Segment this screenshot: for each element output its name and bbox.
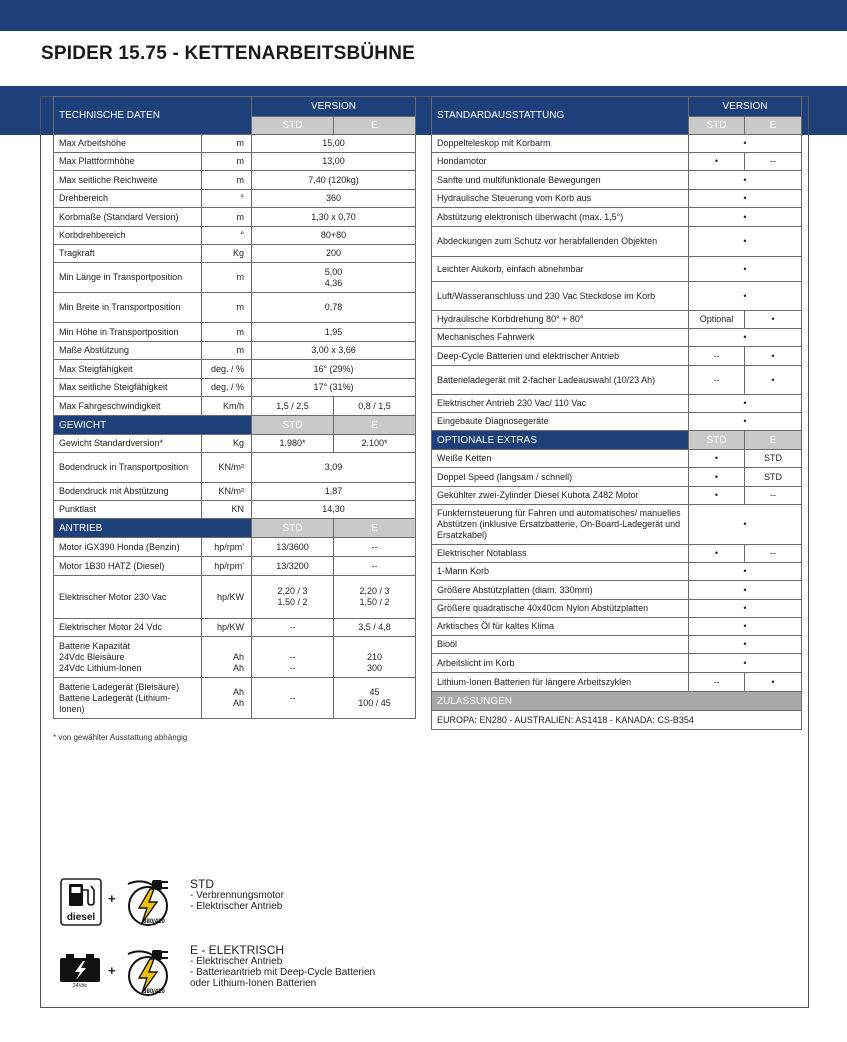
table-row bbox=[432, 468, 802, 487]
legend-std-text bbox=[190, 879, 284, 912]
row-value-std: -- bbox=[252, 678, 334, 719]
row-label: Hydraulische Korbdrehung 80° + 80° bbox=[432, 311, 689, 329]
row-label: Motor iGX390 Honda (Benzin) bbox=[54, 538, 202, 557]
row-label: Min Breite in Transportposition bbox=[54, 293, 202, 323]
table-row bbox=[432, 654, 802, 673]
section-row bbox=[54, 416, 416, 435]
table-row bbox=[54, 619, 416, 637]
row-label: Elektrischer Motor 24 Vdc bbox=[54, 619, 202, 637]
row-label: Max Fahrgeschwindigkeit bbox=[54, 397, 202, 416]
table-row bbox=[54, 171, 416, 190]
row-label: Funkfernsteuerung für Fahren und automatisches/ manuelles Abstützen (inklusive Ersatzbatterie, On-Board-Ladegerät und Ersatzkabel) bbox=[432, 505, 689, 545]
row-value: 5,00 4,36 bbox=[252, 263, 416, 293]
table-row bbox=[432, 450, 802, 468]
section-header: ZULASSUNGEN bbox=[432, 692, 802, 711]
row-value-e: -- bbox=[745, 487, 802, 505]
row-value-e: STD bbox=[745, 450, 802, 468]
row-label: Arbeitslicht im Korb bbox=[432, 654, 689, 673]
diesel-label: diesel bbox=[66, 912, 96, 923]
row-unit: Kg bbox=[202, 435, 252, 453]
table-row bbox=[432, 227, 802, 257]
legend-e-title: E - ELEKTRISCH bbox=[190, 943, 285, 957]
diesel-pump-icon bbox=[60, 878, 102, 926]
row-unit: KN bbox=[202, 501, 252, 519]
row-unit: hp/KW bbox=[202, 619, 252, 637]
table-row bbox=[432, 413, 802, 431]
row-value: • bbox=[689, 135, 802, 153]
table-row bbox=[432, 190, 802, 208]
table-row bbox=[54, 576, 416, 619]
electric-plug-icon bbox=[124, 946, 172, 998]
row-value: • bbox=[689, 413, 802, 431]
table-row bbox=[54, 190, 416, 208]
table-row bbox=[432, 329, 802, 347]
row-label: Motor 1B30 HATZ (Diesel) bbox=[54, 557, 202, 576]
row-value-e: 0,8 / 1,5 bbox=[334, 397, 416, 416]
row-label: Gewicht Standardversion* bbox=[54, 435, 202, 453]
header-row bbox=[432, 97, 802, 117]
row-value: • bbox=[689, 282, 802, 311]
row-label: Batterie Kapazität 24Vdc Bleisäure 24Vdc Lithium-Ionen bbox=[54, 637, 202, 678]
row-label: Punktlast bbox=[54, 501, 202, 519]
row-value-std: 13/3200 bbox=[252, 557, 334, 576]
row-value: • bbox=[689, 257, 802, 282]
row-label: Doppelteleskop mit Korbarm bbox=[432, 135, 689, 153]
battery-icon bbox=[58, 952, 104, 988]
row-label: Größere quadratische 40x40cm Nylon Abstützplatten bbox=[432, 600, 689, 618]
legend-e bbox=[58, 944, 438, 996]
row-value-e: -- bbox=[745, 545, 802, 563]
row-value-std: • bbox=[689, 450, 745, 468]
row-unit: m bbox=[202, 293, 252, 323]
row-label: Hondamotor bbox=[432, 153, 689, 171]
section-row bbox=[432, 431, 802, 450]
row-unit: hp/KW bbox=[202, 576, 252, 619]
table-row bbox=[54, 135, 416, 153]
row-value-std: 1,5 / 2,5 bbox=[252, 397, 334, 416]
table-row bbox=[54, 435, 416, 453]
row-label: Maße Abstützung bbox=[54, 342, 202, 360]
row-value: 80+80 bbox=[252, 227, 416, 245]
row-label: Luft/Wasseranschluss und 230 Vac Steckdose im Korb bbox=[432, 282, 689, 311]
std-column-header: STD bbox=[689, 431, 745, 450]
row-unit: deg. / % bbox=[202, 379, 252, 397]
row-value: • bbox=[689, 395, 802, 413]
table-row bbox=[54, 637, 416, 678]
voltage-label: 380/410 bbox=[143, 919, 165, 925]
row-value-e: STD bbox=[745, 468, 802, 487]
row-label: Max seitliche Steigfähigkeit bbox=[54, 379, 202, 397]
row-unit: m bbox=[202, 153, 252, 171]
row-unit: m bbox=[202, 323, 252, 342]
row-value-e: 3,5 / 4,8 bbox=[334, 619, 416, 637]
row-unit: deg. / % bbox=[202, 360, 252, 379]
legend-e-line: - Elektrischer Antrieb bbox=[190, 956, 283, 967]
row-label: Korbdrehbereich bbox=[54, 227, 202, 245]
row-label: Weiße Ketten bbox=[432, 450, 689, 468]
table-row bbox=[432, 153, 802, 171]
row-label: Batterieladegerät mit 2-facher Ladeauswahl (10/23 Ah) bbox=[432, 366, 689, 395]
std-column-header: STD bbox=[252, 117, 334, 135]
row-label: Hydraulische Steuerung vom Korb aus bbox=[432, 190, 689, 208]
table-row bbox=[54, 379, 416, 397]
page-title: SPIDER 15.75 - KETTENARBEITSBÜHNE bbox=[41, 43, 416, 64]
row-label: Elektrischer Antrieb 230 Vac/ 110 Vac bbox=[432, 395, 689, 413]
table-row bbox=[432, 636, 802, 654]
row-value: • bbox=[689, 654, 802, 673]
table-row bbox=[54, 153, 416, 171]
footnote: * von gewählter Ausstattung abhängig bbox=[53, 733, 188, 742]
row-label: Max Steigfähigkeit bbox=[54, 360, 202, 379]
legend-e-line: oder Lithium-Ionen Batterien bbox=[190, 978, 317, 989]
row-label: Bioöl bbox=[432, 636, 689, 654]
e-column-header: E bbox=[745, 117, 802, 135]
section-header: STANDARDAUSSTATTUNG bbox=[432, 97, 689, 135]
row-unit: ° bbox=[202, 190, 252, 208]
table-row bbox=[432, 600, 802, 618]
row-value: • bbox=[689, 636, 802, 654]
table-row bbox=[54, 453, 416, 483]
table-row bbox=[432, 395, 802, 413]
section-header: GEWICHT bbox=[54, 416, 252, 435]
row-value: • bbox=[689, 505, 802, 545]
table-row bbox=[432, 208, 802, 227]
row-label: Min Höhe in Transportposition bbox=[54, 323, 202, 342]
row-value-e: • bbox=[745, 311, 802, 329]
row-label: Sanfte und multifunktionale Bewegungen bbox=[432, 171, 689, 190]
row-value-e: 2.100* bbox=[334, 435, 416, 453]
row-label: Doppel Speed (langsam / schnell) bbox=[432, 468, 689, 487]
row-value-std: 1.980* bbox=[252, 435, 334, 453]
table-row bbox=[432, 545, 802, 563]
std-column-header: STD bbox=[252, 416, 334, 435]
row-label: Gekühlter zwei-Zylinder Diesel Kubota Z482 Motor bbox=[432, 487, 689, 505]
table-row bbox=[54, 323, 416, 342]
row-value: • bbox=[689, 171, 802, 190]
section-header: TECHNISCHE DATEN bbox=[54, 97, 252, 135]
table-row bbox=[432, 618, 802, 636]
table-row bbox=[54, 360, 416, 379]
version-header: VERSION bbox=[689, 97, 802, 117]
row-value-e: 210 300 bbox=[334, 637, 416, 678]
row-label: Max Plattformhöhe bbox=[54, 153, 202, 171]
row-value-std: -- bbox=[252, 619, 334, 637]
row-unit: Km/h bbox=[202, 397, 252, 416]
row-value: 16° (29%) bbox=[252, 360, 416, 379]
row-value-e: • bbox=[745, 366, 802, 395]
table-row bbox=[432, 673, 802, 692]
row-value-std: • bbox=[689, 545, 745, 563]
row-unit: hp/rpm' bbox=[202, 538, 252, 557]
row-value-std: • bbox=[689, 487, 745, 505]
row-unit: Ah Ah bbox=[202, 637, 252, 678]
row-label: Bodendruck mit Abstützung bbox=[54, 483, 202, 501]
top-bar bbox=[0, 0, 847, 31]
table-row bbox=[432, 171, 802, 190]
row-label: Min Länge in Transportposition bbox=[54, 263, 202, 293]
table-row bbox=[432, 347, 802, 366]
row-value: 15,00 bbox=[252, 135, 416, 153]
table-row bbox=[432, 257, 802, 282]
voltage-label: 380/410 bbox=[143, 989, 165, 995]
section-row bbox=[54, 519, 416, 538]
e-column-header: E bbox=[334, 416, 416, 435]
table-row bbox=[54, 483, 416, 501]
table-row bbox=[432, 135, 802, 153]
table-row bbox=[54, 538, 416, 557]
row-value: 1,95 bbox=[252, 323, 416, 342]
table-row bbox=[54, 678, 416, 719]
plus-sign: + bbox=[108, 963, 116, 978]
row-value: 13,00 bbox=[252, 153, 416, 171]
row-value-e: 2,20 / 3 1,50 / 2 bbox=[334, 576, 416, 619]
row-value: • bbox=[689, 618, 802, 636]
row-unit: m bbox=[202, 342, 252, 360]
std-column-header: STD bbox=[689, 117, 745, 135]
table-row bbox=[432, 505, 802, 545]
row-unit: m bbox=[202, 208, 252, 227]
table-row bbox=[432, 366, 802, 395]
row-label: Bodendruck in Transportposition bbox=[54, 453, 202, 483]
row-value: • bbox=[689, 581, 802, 600]
version-header: VERSION bbox=[252, 97, 416, 117]
table-row bbox=[54, 293, 416, 323]
row-value: 3,00 x 3,66 bbox=[252, 342, 416, 360]
row-value-std: -- bbox=[689, 673, 745, 692]
row-label: Max Arbeitshöhe bbox=[54, 135, 202, 153]
row-unit: KN/m² bbox=[202, 453, 252, 483]
table-row bbox=[432, 563, 802, 581]
row-unit: m bbox=[202, 171, 252, 190]
table-row bbox=[54, 227, 416, 245]
row-value-std: 2,20 / 3 1,50 / 2 bbox=[252, 576, 334, 619]
row-value: 360 bbox=[252, 190, 416, 208]
plus-sign: + bbox=[108, 891, 116, 906]
row-value: • bbox=[689, 208, 802, 227]
table-row bbox=[432, 282, 802, 311]
row-value-std: -- bbox=[689, 347, 745, 366]
legend-std bbox=[58, 876, 438, 928]
row-value-std: Optional bbox=[689, 311, 745, 329]
row-label: Abstützung elektronisch überwacht (max. 1,5°) bbox=[432, 208, 689, 227]
row-value-std: 13/3600 bbox=[252, 538, 334, 557]
row-label: Eingebaute Diagnosegeräte bbox=[432, 413, 689, 431]
legend-std-line: - Verbrennungsmotor bbox=[190, 890, 284, 901]
electric-plug-icon bbox=[124, 876, 172, 928]
legend-std-title: STD bbox=[190, 877, 214, 891]
row-value: • bbox=[689, 600, 802, 618]
row-value: 3,09 bbox=[252, 453, 416, 483]
row-unit: m bbox=[202, 263, 252, 293]
legend-e-line: - Batterieantrieb mit Deep-Cycle Batterien bbox=[190, 967, 376, 978]
row-value-std: • bbox=[689, 153, 745, 171]
e-column-header: E bbox=[334, 117, 416, 135]
section-header: ANTRIEB bbox=[54, 519, 252, 538]
section-row bbox=[432, 692, 802, 711]
row-value: • bbox=[689, 329, 802, 347]
legend-e-text bbox=[190, 945, 375, 989]
table-row bbox=[54, 245, 416, 263]
table-row bbox=[54, 208, 416, 227]
table-row bbox=[432, 487, 802, 505]
row-unit: Kg bbox=[202, 245, 252, 263]
row-unit: ° bbox=[202, 227, 252, 245]
legend-std-line: - Elektrischer Antrieb bbox=[190, 901, 283, 912]
row-label: Max seitliche Reichweite bbox=[54, 171, 202, 190]
row-value: • bbox=[689, 190, 802, 208]
row-label: Mechanisches Fahrwerk bbox=[432, 329, 689, 347]
row-unit: KN/m² bbox=[202, 483, 252, 501]
table-row bbox=[54, 263, 416, 293]
row-label: Arktisches Öl für kaltes Klima bbox=[432, 618, 689, 636]
row-label: Deep-Cycle Batterien und elektrischer Antrieb bbox=[432, 347, 689, 366]
row-label: Leichter Alukorb, einfach abnehmbar bbox=[432, 257, 689, 282]
row-label: 1-Mann Korb bbox=[432, 563, 689, 581]
row-value: 1,30 x 0,70 bbox=[252, 208, 416, 227]
row-value-e: • bbox=[745, 673, 802, 692]
row-label: Elektrischer Notablass bbox=[432, 545, 689, 563]
row-value: • bbox=[689, 563, 802, 581]
row-label: Abdeckungen zum Schutz vor herabfallenden Objekten bbox=[432, 227, 689, 257]
equipment-table bbox=[431, 96, 802, 730]
section-header: OPTIONALE EXTRAS bbox=[432, 431, 689, 450]
table-row bbox=[54, 501, 416, 519]
row-value: 17° (31%) bbox=[252, 379, 416, 397]
header-row bbox=[54, 97, 416, 117]
table-row bbox=[54, 557, 416, 576]
e-column-header: E bbox=[745, 431, 802, 450]
row-value-e: -- bbox=[745, 153, 802, 171]
row-label: Tragkraft bbox=[54, 245, 202, 263]
table-row bbox=[432, 581, 802, 600]
row-value-e: -- bbox=[334, 538, 416, 557]
e-column-header: E bbox=[334, 519, 416, 538]
table-row bbox=[432, 711, 802, 730]
battery-label: 24Vdc bbox=[72, 983, 88, 988]
row-value: 14,30 bbox=[252, 501, 416, 519]
row-value: • bbox=[689, 227, 802, 257]
row-value-std: • bbox=[689, 468, 745, 487]
technical-data-table bbox=[53, 96, 416, 719]
approvals-text: EUROPA: EN280 - AUSTRALIEN: AS1418 - KANADA: CS-B354 bbox=[432, 711, 802, 730]
row-unit: Ah Ah bbox=[202, 678, 252, 719]
row-value: 7,40 (120kg) bbox=[252, 171, 416, 190]
row-label: Elektrischer Motor 230 Vac bbox=[54, 576, 202, 619]
std-column-header: STD bbox=[252, 519, 334, 538]
table-row bbox=[432, 311, 802, 329]
row-unit: hp/rpm' bbox=[202, 557, 252, 576]
row-label: Korbmaße (Standard Version) bbox=[54, 208, 202, 227]
row-value-e: • bbox=[745, 347, 802, 366]
row-value-e: -- bbox=[334, 557, 416, 576]
row-value-std: -- bbox=[689, 366, 745, 395]
row-label: Drehbereich bbox=[54, 190, 202, 208]
row-unit: m bbox=[202, 135, 252, 153]
table-row bbox=[54, 342, 416, 360]
row-label: Batterie Ladegerät (Bleisäure) Batterie Ladegerät (Lithium-Ionen) bbox=[54, 678, 202, 719]
table-row bbox=[54, 397, 416, 416]
row-label: Größere Abstützplatten (diam. 330mm) bbox=[432, 581, 689, 600]
row-value: 1,87 bbox=[252, 483, 416, 501]
row-value-e: 45 100 / 45 bbox=[334, 678, 416, 719]
row-label: Lithium-Ionen Batterien für längere Arbeitszyklen bbox=[432, 673, 689, 692]
row-value-std: -- -- bbox=[252, 637, 334, 678]
row-value: 200 bbox=[252, 245, 416, 263]
row-value: 0,78 bbox=[252, 293, 416, 323]
